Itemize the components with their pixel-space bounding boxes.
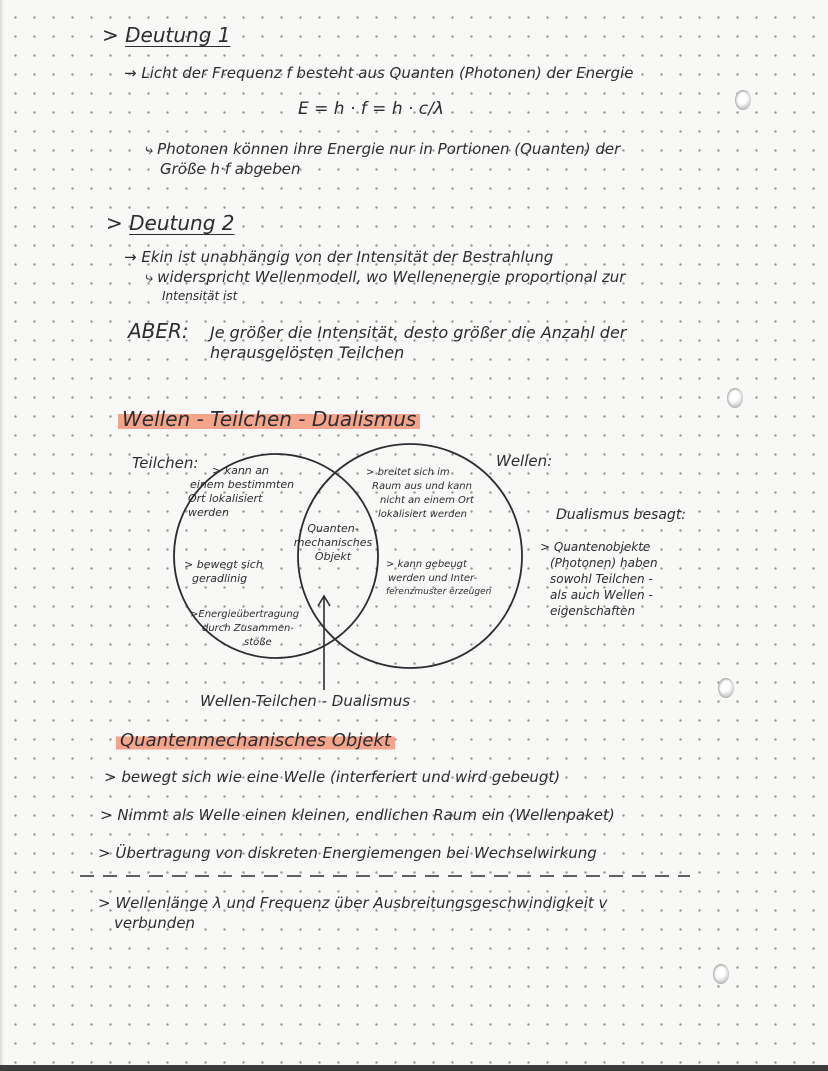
final-line: > Wellenlänge λ und Frequenz über Ausbreitungsgeschwindigkeit v <box>98 894 608 912</box>
deutung2-line: Intensität ist <box>162 289 238 303</box>
label-teilchen: Teilchen: <box>132 454 199 472</box>
side-line: eigenschaften <box>550 604 636 618</box>
deutung2-line: ⤷ widerspricht Wellenmodell, wo Wellenenergie proportional zur <box>144 268 626 286</box>
energy-formula: E = h · f = h · c/λ <box>298 99 444 119</box>
wellen-item: > breitet sich im <box>366 467 450 478</box>
teilchen-item: > kann an <box>212 464 269 477</box>
dualismus-heading: Wellen - Teilchen - Dualismus <box>118 410 420 428</box>
qmo-item: > Übertragung von diskreten Energiemengen bei Wechselwirkung <box>98 844 597 862</box>
aber-line: Je größer die Intensität, desto größer die Anzahl der <box>210 323 627 342</box>
page-bottom-edge <box>0 1065 828 1071</box>
qmo-item: > Nimmt als Welle einen kleinen, endlichen Raum ein (Wellenpaket) <box>100 806 615 824</box>
side-title: Dualismus besagt: <box>556 507 687 523</box>
teilchen-item: stöße <box>244 637 272 648</box>
wellen-item: werden und Inter- <box>388 573 478 584</box>
side-line: (Photonen) haben <box>550 556 658 570</box>
qmo-heading: Quantenmechanisches Objekt <box>116 732 395 750</box>
center-label: Quanten- <box>307 522 359 535</box>
teilchen-item: werden <box>188 506 230 519</box>
teilchen-item: Ort lokalisiert <box>188 492 263 505</box>
aber-line: herausgelösten Teilchen <box>210 343 405 362</box>
final-line: verbunden <box>114 914 196 932</box>
teilchen-item: >Energieübertragung <box>190 609 300 620</box>
center-label: mechanisches <box>293 536 373 549</box>
teilchen-item: > bewegt sich <box>184 558 263 571</box>
deutung2-heading: > Deutung 2 <box>106 211 235 235</box>
teilchen-item: einem bestimmten <box>190 478 295 491</box>
deutung1-note: ⤷ Photonen können ihre Energie nur in Portionen (Quanten) der <box>144 140 621 158</box>
wellen-item: lokalisiert werden <box>378 509 468 520</box>
aber-label: ABER: <box>128 319 189 343</box>
qmo-item: > bewegt sich wie eine Welle (interferiert und wird gebeugt) <box>104 768 561 786</box>
teilchen-item: geradlinig <box>192 572 248 585</box>
deutung1-line: → Licht der Frequenz f besteht aus Quanten (Photonen) der Energie <box>124 64 634 82</box>
side-line: sowohl Teilchen - <box>550 572 653 586</box>
wellen-item: nicht an einem Ort <box>380 495 474 506</box>
label-wellen: Wellen: <box>496 452 553 470</box>
side-line: als auch Wellen - <box>550 588 653 602</box>
wellen-item: Raum aus und kann <box>372 481 472 492</box>
deutung2-line: → Ekin ist unabhängig von der Intensität der Bestrahlung <box>124 248 554 266</box>
deutung1-note: Größe h·f abgeben <box>160 160 301 178</box>
center-label: Objekt <box>314 550 352 563</box>
side-line: > Quantenobjekte <box>540 540 651 554</box>
wellen-item: > kann gebeugt <box>386 559 467 570</box>
wellen-item: ferenzmuster erzeugen <box>386 587 492 597</box>
teilchen-item: durch Zusammen- <box>202 623 294 634</box>
venn-caption: Wellen-Teilchen - Dualismus <box>200 692 411 710</box>
deutung1-heading: > Deutung 1 <box>102 23 231 47</box>
